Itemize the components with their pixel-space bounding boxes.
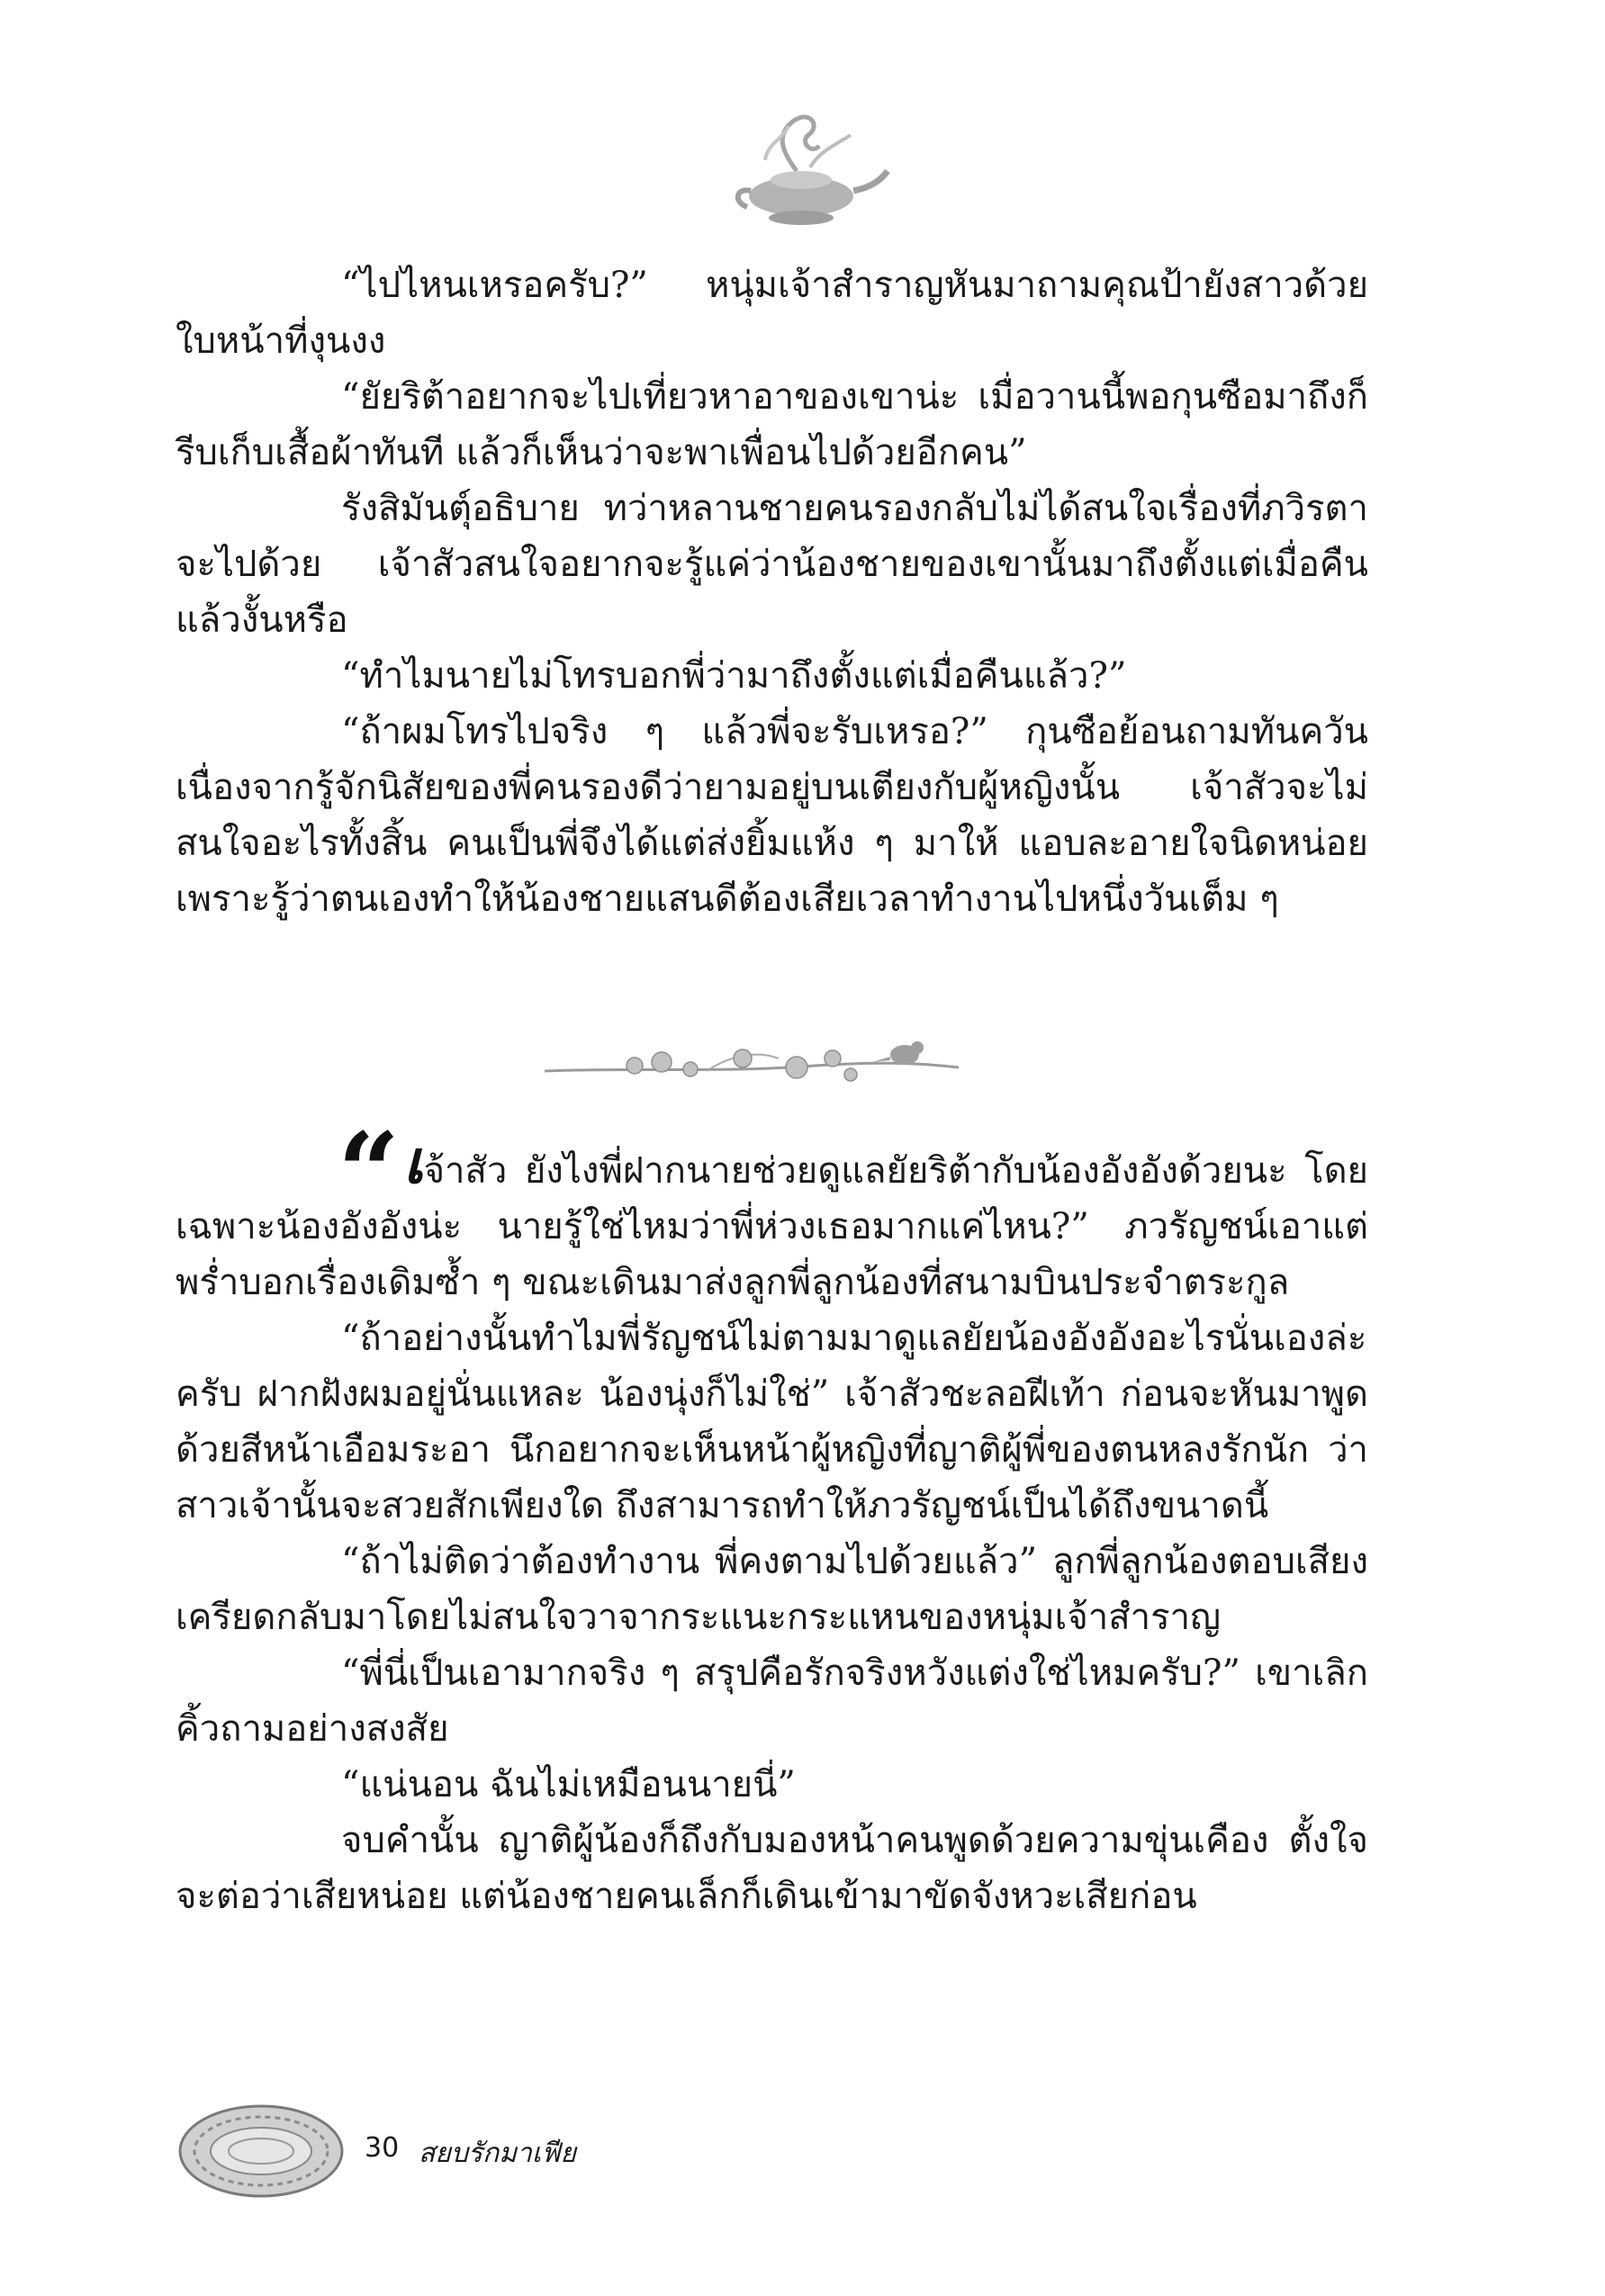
blossom-branch-bird-icon [527, 1035, 977, 1093]
paragraph: “ถ้าผมโทรไปจริง ๆ แล้วพี่จะรับเหรอ?” กุนซือย้อนถามทันควัน เนื่องจากรู้จักนิสัยของพี่คนรองดีว่ายามอยู่บนเตียงกับผู้หญิงนั้น เจ้าสัวจะไม่สนใจอะไรทั้งสิ้น คนเป็นพี่จึงได้แต่ส่งยิ้มแห้ง ๆ มาให้ แอบละอายใจนิดหน่อย เพราะรู้ว่าตนเองทำให้น้องชายแสนดีต้องเสียเวลาทำงานไปหนึ่งวันเต็ม ๆ [176, 711, 1368, 920]
section-1 [176, 257, 1368, 927]
paragraph: จบคำนั้น ญาติผู้น้องก็ถึงกับมองหน้าคนพูดด้วยความขุ่นเคือง ตั้งใจจะต่อว่าเสียหน่อย แต่น้องชายคนเล็กก็เดินเข้ามาขัดจังหวะเสียก่อน [176, 1820, 1368, 1917]
paragraph: “พี่นี่เป็นเอามากจริง ๆ สรุปคือรักจริงหวังแต่งใช่ไหมครับ?” เขาเลิกคิ้วถามอย่างสงสัย [176, 1652, 1368, 1750]
paragraph: “ยัยริต้าอยากจะไปเที่ยวหาอาของเขาน่ะ เมื่อวานนี้พอกุนซือมาถึงก็รีบเก็บเสื้อผ้าทันที แล้วก็เห็นว่าจะพาเพื่อนไปด้วยอีกคน” [176, 376, 1368, 473]
page-number: 30 [365, 2132, 400, 2164]
drop-cap-quote: “ [338, 1109, 401, 1236]
teapot-steam-icon [711, 108, 891, 234]
paragraph: “ทำไมนายไม่โทรบอกพี่ว่ามาถึงตั้งแต่เมื่อคืนแล้ว?” [341, 655, 1127, 697]
paragraph: “แน่นอน ฉันไม่เหมือนนายนี่” [341, 1764, 796, 1805]
paragraph: “ถ้าไม่ติดว่าต้องทำงาน พี่คงตามไปด้วยแล้ว” ลูกพี่ลูกน้องตอบเสียงเครียดกลับมาโดยไม่สนใจวาจากระแนะกระแหนของหนุ่มเจ้าสำราญ [176, 1541, 1368, 1638]
paragraph: “ไปไหนเหรอครับ?” หนุ่มเจ้าสำราญหันมาถามคุณป้ายังสาวด้วยใบหน้าที่งุนงง [176, 265, 1368, 362]
drop-cap-letter: เ [403, 1127, 424, 1197]
medallion-icon [176, 2102, 356, 2201]
paragraph: รังสิมันตุ์อธิบาย ทว่าหลานชายคนรองกลับไม่ได้สนใจเรื่องที่ภวิรตาจะไปด้วย เจ้าสัวสนใจอยากจะรู้แค่ว่าน้องชายของเขานั้นมาถึงตั้งแต่เมื่อคืนแล้วงั้นหรือ [176, 488, 1368, 641]
opening-paragraph-text: จ้าสัว ยังไงพี่ฝากนายช่วยดูแลยัยริต้ากับน้องอังอังด้วยนะ โดยเฉพาะน้องอังอังน่ะ นายรู้ใช่ไหมว่าพี่ห่วงเธอมากแค่ไหน?” ภวรัญชน์เอาแต่พร่ำบอกเรื่องเดิมซ้ำ ๆ ขณะเดินมาส่งลูกพี่ลูกน้องที่สนามบินประจำตระกูล [176, 1150, 1368, 1303]
opening-paragraph [176, 1109, 1368, 1310]
book-title: สยบรักมาเฟีย [419, 2138, 576, 2169]
page-footer [176, 2102, 896, 2201]
paragraph: “ถ้าอย่างนั้นทำไมพี่รัญชน์ไม่ตามมาดูแลยัยน้องอังอังอะไรนั่นเองล่ะครับ ฝากฝังผมอยู่นั่นแหละ น้องนุ่งก็ไม่ใช่” เจ้าสัวชะลอฝีเท้า ก่อนจะหันมาพูดด้วยสีหน้าเอือมระอา นึกอยากจะเห็นหน้าผู้หญิงที่ญาติผู้พี่ของตนหลงรักนัก ว่าสาวเจ้านั้นจะสวยสักเพียงใด ถึงสามารถทำให้ภวรัญชน์เป็นได้ถึงขนาดนี้ [176, 1318, 1368, 1526]
section-2 [176, 1109, 1368, 1924]
